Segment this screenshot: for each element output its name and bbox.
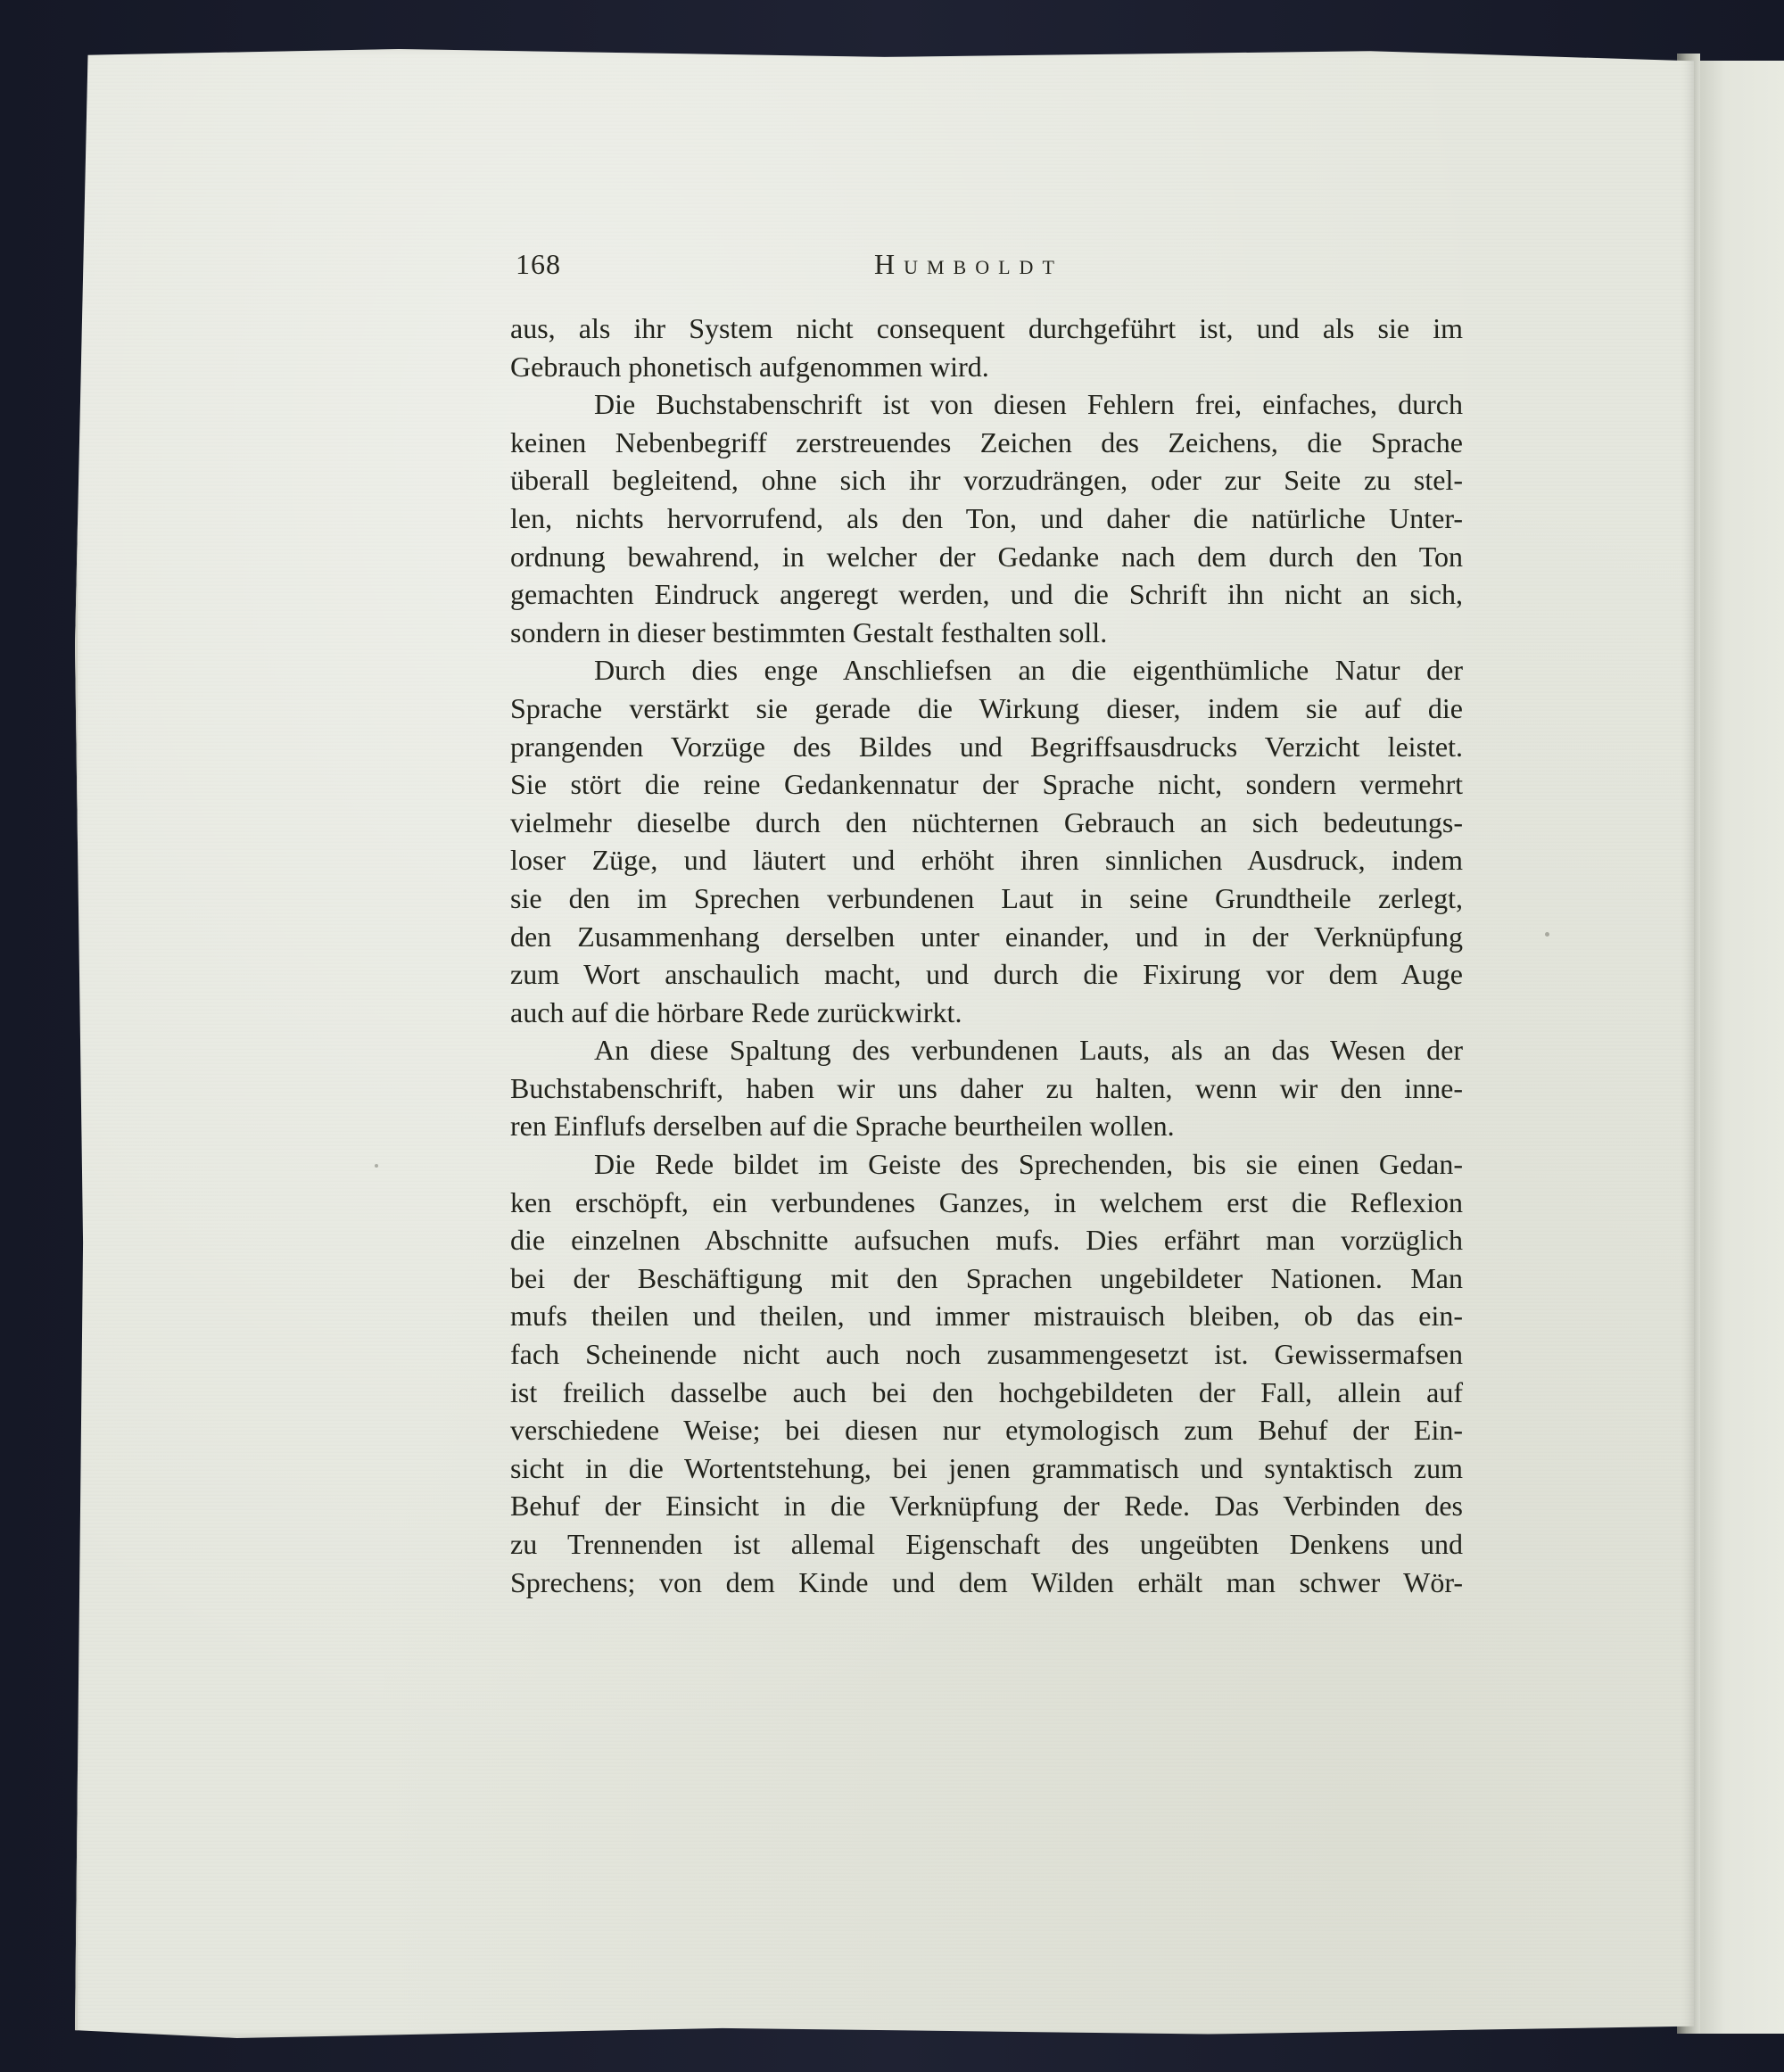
- text-line: sie den im Sprechen verbundenen Laut in seine Grundtheile zerlegt,: [510, 881, 1463, 914]
- text-line: überall begleitend, ohne sich ihr vorzudrängen, oder zur Seite zu stel-: [510, 464, 1463, 497]
- text-line: ren Einflufs derselben auf die Sprache beurtheilen wollen.: [510, 1110, 1175, 1143]
- paper-speck: [1545, 932, 1549, 937]
- text-line: An diese Spaltung des verbundenen Lauts, als an das Wesen der: [594, 1034, 1463, 1067]
- text-line: die einzelnen Abschnitte aufsuchen mufs. Dies erfährt man vorzüglich: [510, 1224, 1463, 1257]
- text-line: aus, als ihr System nicht consequent durchgeführt ist, und als sie im: [510, 312, 1463, 344]
- text-line: fach Scheinende nicht auch noch zusammengesetzt ist. Gewissermafsen: [510, 1338, 1463, 1371]
- text-line: zum Wort anschaulich macht, und durch die Fixirung vor dem Auge: [510, 958, 1463, 991]
- text-line: zu Trennenden ist allemal Eigenschaft des ungeübten Denkens und: [510, 1528, 1463, 1560]
- text-line: keinen Nebenbegriff zerstreuendes Zeichen des Zeichens, die Sprache: [510, 425, 1463, 458]
- text-line: Buchstabenschrift, haben wir uns daher zu halten, wenn wir den inne-: [510, 1071, 1463, 1104]
- text-line: ken erschöpft, ein verbundenes Ganzes, in welchem erst die Reflexion: [510, 1185, 1463, 1218]
- text-line: Behuf der Einsicht in die Verknüpfung der Rede. Das Verbinden des: [510, 1490, 1463, 1523]
- body-text: [510, 310, 1463, 1601]
- text-line: auch auf die hörbare Rede zurückwirkt.: [510, 995, 962, 1028]
- facing-page-edge: [1700, 61, 1784, 2034]
- text-line: gemachten Eindruck angeregt werden, und die Schrift ihn nicht an sich,: [510, 578, 1463, 611]
- text-line: prangenden Vorzüge des Bildes und Begriffsausdrucks Verzicht leistet.: [510, 730, 1463, 763]
- text-line: sondern in dieser bestimmten Gestalt festhalten soll.: [510, 615, 1108, 648]
- text-line: mufs theilen und theilen, und immer mistrauisch bleiben, ob das ein-: [510, 1300, 1463, 1333]
- text-line: sicht in die Wortentstehung, bei jenen grammatisch und syntaktisch zum: [510, 1451, 1463, 1484]
- text-line: Die Rede bildet im Geiste des Sprechenden, bis sie einen Gedan-: [594, 1148, 1463, 1181]
- text-line: Gebrauch phonetisch aufgenommen wird.: [510, 350, 989, 383]
- text-line: ist freilich dasselbe auch bei den hochgebildeten der Fall, allein auf: [510, 1375, 1463, 1408]
- running-head-author: Humboldt: [874, 248, 1063, 280]
- text-line: ordnung bewahrend, in welcher der Gedanke nach dem durch den Ton: [510, 540, 1463, 573]
- text-line: loser Züge, und läutert und erhöht ihren sinnlichen Ausdruck, indem: [510, 844, 1463, 877]
- paper-speck: [375, 1164, 378, 1168]
- text-line: Sprechens; von dem Kinde und dem Wilden erhält man schwer Wör-: [510, 1565, 1463, 1598]
- running-head: [516, 248, 1461, 287]
- page-number: 168: [516, 248, 561, 280]
- text-line: bei der Beschäftigung mit den Sprachen ungebildeter Nationen. Man: [510, 1261, 1463, 1294]
- text-line: vielmehr dieselbe durch den nüchternen Gebrauch an sich bedeutungs-: [510, 805, 1463, 838]
- text-line: Die Buchstabenschrift ist von diesen Fehlern frei, einfaches, durch: [594, 388, 1463, 421]
- text-line: Durch dies enge Anschliefsen an die eigenthümliche Natur der: [594, 654, 1463, 687]
- text-line: len, nichts hervorrufend, als den Ton, und daher die natürliche Unter-: [510, 501, 1463, 534]
- text-line: Sie stört die reine Gedankennatur der Sprache nicht, sondern vermehrt: [510, 768, 1463, 801]
- text-line: Sprache verstärkt sie gerade die Wirkung dieser, indem sie auf die: [510, 691, 1463, 724]
- text-line: verschiedene Weise; bei diesen nur etymologisch zum Behuf der Ein-: [510, 1414, 1463, 1447]
- text-line: den Zusammenhang derselben unter einander, und in der Verknüpfung: [510, 920, 1463, 953]
